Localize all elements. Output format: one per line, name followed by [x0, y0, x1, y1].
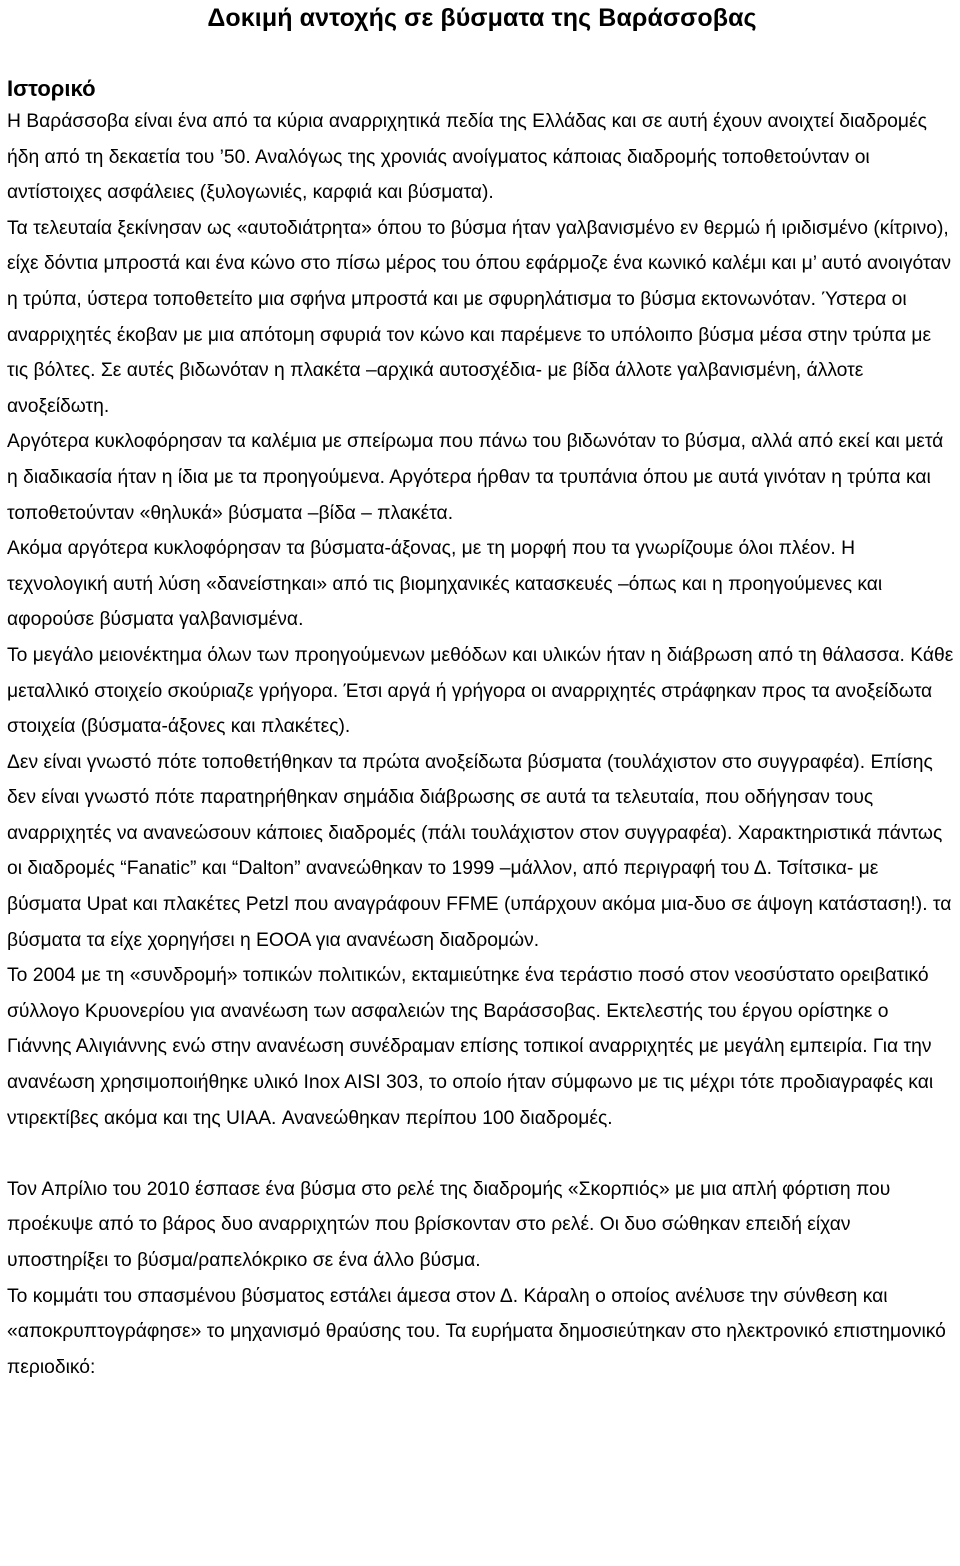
- paragraph-stainless-history: Δεν είναι γνωστό πότε τοποθετήθηκαν τα πρώτα ανοξείδωτα βύσματα (τουλάχιστον στο συγγραφέα). Επίσης δεν είναι γνωστό πότε παρατηρήθηκαν σημάδια διάβρωσης σε αυτά τα τελευταία, που οδήγησαν τους αναρριχητές να ανανεώσουν κάποιες διαδρομές (πάλι τουλάχιστον στον συγγραφέα). Χαρακτηριστικά πάντως οι διαδρομές “Fanatic” και “Dalton” ανανεώθηκαν το 1999 –μάλλον, από περιγραφή του Δ. Τσίτσικα- με βύσματα Upat και πλακέτες Petzl που αναγράφουν FFME (υπάρχουν ακόμα μια-δυο σε άψογη κατάσταση!). τα βύσματα τα είχε χορηγήσει η ΕΟΟΑ για ανανέωση διαδρομών.: [7, 751, 952, 951]
- paragraph-threaded-chisels: Αργότερα κυκλοφόρησαν τα καλέμια με σπείρωμα που πάνω του βιδωνόταν το βύσμα, αλλά από εκεί και μετά η διαδικασία ήταν η ίδια με τα προηγούμενα. Αργότερα ήρθαν τα τρυπάνια όπου με αυτά γινόταν η τρύπα και τοποθετούνταν «θηλυκά» βύσματα –βίδα – πλακέτα.: [7, 431, 944, 524]
- paragraph-gap: [7, 1136, 957, 1172]
- paragraph-analysis: Το κομμάτι του σπασμένου βύσματος εστάλει άμεσα στον Δ. Κάραλη ο οποίος ανέλυσε την σύνθεση και «αποκρυπτογράφησε» το μηχανισμό θραύσης του. Τα ευρήματα δημοσιεύτηκαν στο ηλεκτρονικό επιστημονικό περιοδικό:: [7, 1285, 946, 1378]
- document-title: Δοκιμή αντοχής σε βύσματα της Βαράσσοβας: [207, 4, 757, 32]
- paragraph-corrosion: Το μεγάλο μειονέκτημα όλων των προηγούμενων μεθόδων και υλικών ήταν η διάβρωση από τη θάλασσα. Κάθε μεταλλικό στοιχείο σκούριαζε γρήγορα. Έτσι αργά ή γρήγορα οι αναρριχητές στράφηκαν προς τα ανοξείδωτα στοιχεία (βύσματα-άξονες και πλακέτες).: [7, 644, 954, 738]
- paragraph-intro: Η Βαράσσοβα είναι ένα από τα κύρια αναρριχητικά πεδία της Ελλάδας και σε αυτή έχουν ανοιχτεί διαδρομές ήδη από τη δεκαετία του ’50. Αναλόγως της χρονιάς ανοίγματος κάποιας διαδρομής τοποθετούνταν οι αντίστοιχες ασφάλειες (ξυλογωνιές, καρφιά και βύσματα).: [7, 111, 927, 204]
- paragraph-2004-renewal: Το 2004 με τη «συνδρομή» τοπικών πολιτικών, εκταμιεύτηκε ένα τεράστιο ποσό στον νεοσύστατο ορειβατικό σύλλογο Κρυονερίου για ανανέωση των ασφαλειών της Βαράσσοβας. Εκτελεστής του έργου ορίστηκε ο Γιάννης Αλιγιάννης ενώ στην ανανέωση συνέδραμαν επίσης τοπικοί αναρριχητές με μεγάλη εμπειρία. Για την ανανέωση χρησιμοποιήθηκε υλικό Inox AISI 303, το οποίο ήταν σύμφωνο με τις μέχρι τότε προδιαγραφές και ντιρεκτίβες ακόμα και της UIAA. Ανανεώθηκαν περίπου 100 διαδρομές.: [7, 965, 934, 1129]
- paragraph-2010-failure: Τον Απρίλιο του 2010 έσπασε ένα βύσμα στο ρελέ της διαδρομής «Σκορπιός» με μια απλή φόρτιση που προέκυψε από το βάρος δυο αναρριχητών που βρίσκονταν στο ρελέ. Οι δυο σώθηκαν επειδή είχαν υποστηρίξει το βύσμα/ραπελόκρικο σε ένα άλλο βύσμα.: [7, 1178, 891, 1271]
- paragraph-expansion-bolts: Ακόμα αργότερα κυκλοφόρησαν τα βύσματα-άξονας, με τη μορφή που τα γνωρίζουμε όλοι πλέον. Η τεχνολογική αυτή λύση «δανείστηκαι» από τις βιομηχανικές κατασκευές –όπως και η προηγούμενες και αφορούσε βύσματα γαλβανισμένα.: [7, 538, 883, 631]
- section-heading: Ιστορικό: [7, 76, 96, 101]
- paragraph-self-drilling: Τα τελευταία ξεκίνησαν ως «αυτοδιάτρητα» όπου το βύσμα ήταν γαλβανισμένο εν θερμώ ή ιριδισμένο (κίτρινο), είχε δόντια μπροστά και ένα κώνο στο πίσω μέρος του όπου εφάρμοζε ένα κωνικό καλέμι και μ’ αυτό ανοιγόταν η τρύπα, ύστερα τοποθετείτο μια σφήνα μπροστά και με σφυρηλάτισμα το βύσμα εκτονωνόταν. Ύστερα οι αναρριχητές έκοβαν με μια απότομη σφυριά τον κώνο και παρέμενε το υπόλοιπο βύσμα μέσα στην τρύπα με τις βόλτες. Σε αυτές βιδωνόταν η πλακέτα –αρχικά αυτοσχέδια- με βίδα άλλοτε γαλβανισμένη, άλλοτε ανοξείδωτη.: [7, 217, 952, 417]
- document-page: [7, 0, 957, 1385]
- document-body: [7, 104, 957, 1385]
